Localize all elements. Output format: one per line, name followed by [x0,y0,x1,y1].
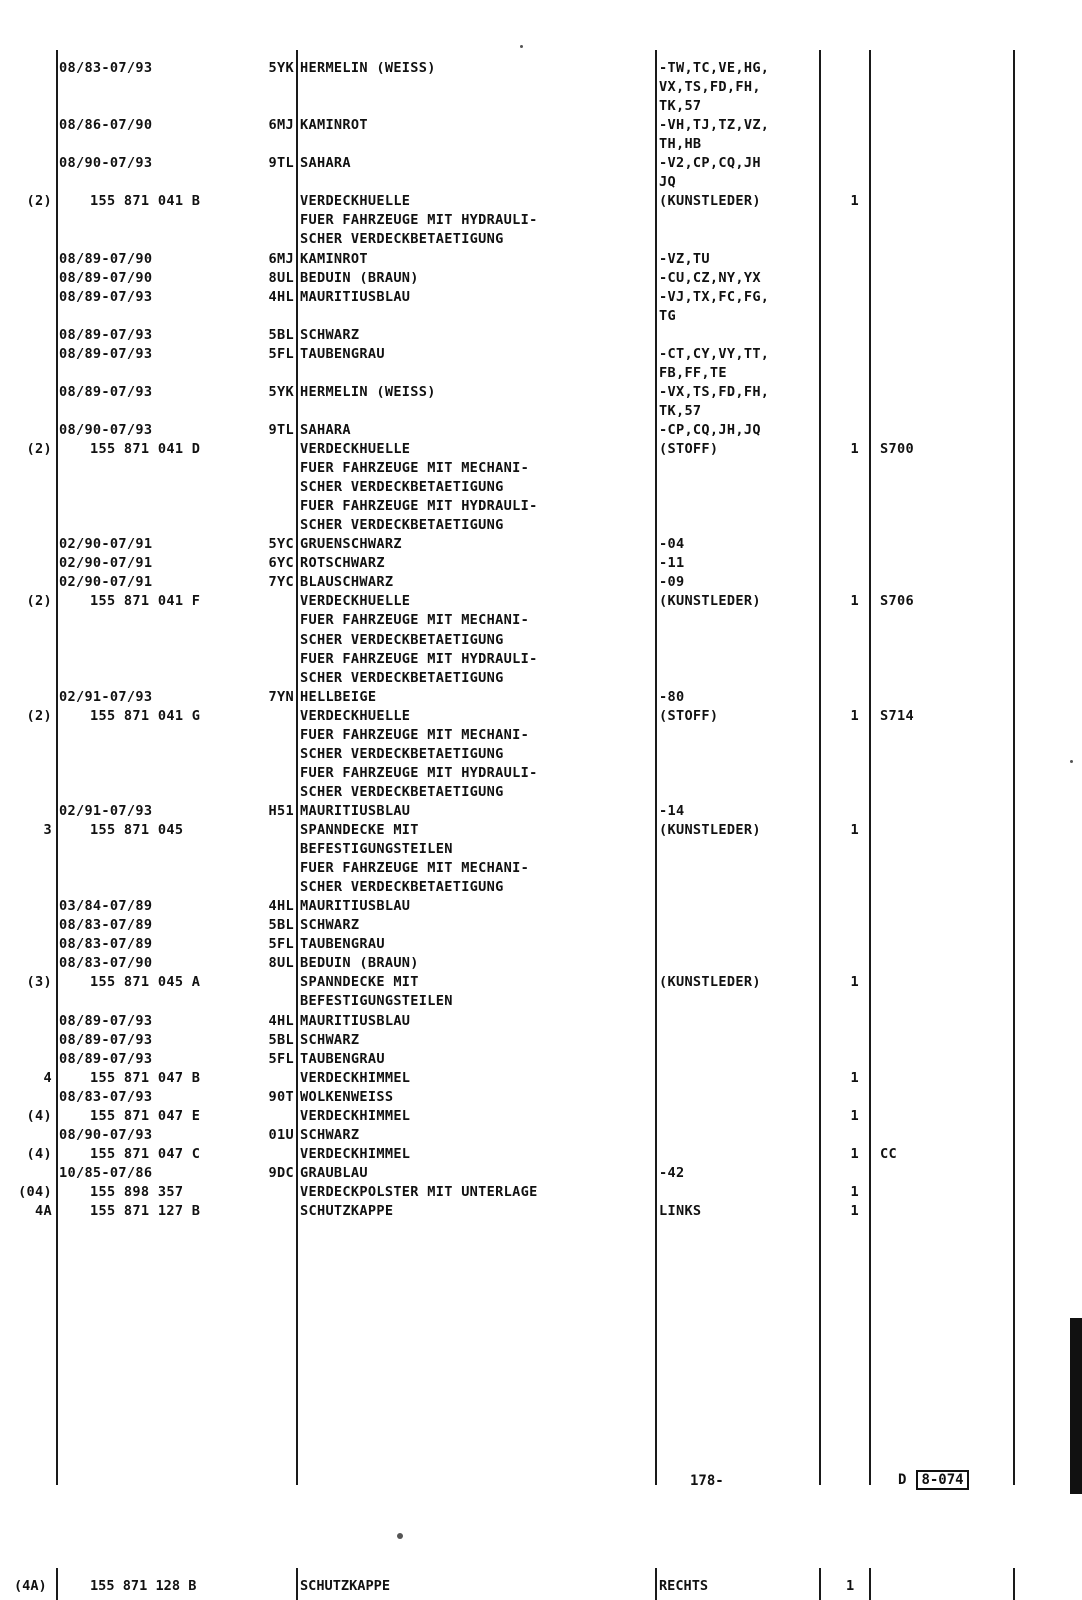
row-remark: -VH,TJ,TZ,VZ, [659,117,770,133]
row-description: VERDECKPOLSTER MIT UNTERLAGE [300,1184,538,1200]
row-description: FUER FAHRZEUGE MIT MECHANI- [300,727,530,743]
row-date-range: 02/90-07/91 [59,574,153,590]
row-remark: TK,57 [659,98,702,114]
row-remark: FB,FF,TE [659,365,727,381]
row-color-code: 8UL [268,955,294,971]
row-color-code: 7YN [268,689,294,705]
row-color-code: 6MJ [268,117,294,133]
row-description: BEFESTIGUNGSTEILEN [300,993,453,1009]
row-remark: (KUNSTLEDER) [659,974,761,990]
row-description: VERDECKHUELLE [300,193,411,209]
row-color-code: 5YK [268,60,294,76]
row-remark: -09 [659,574,685,590]
row-remark: (KUNSTLEDER) [659,822,761,838]
row-remark: TH,HB [659,136,702,152]
row-position: (2) [26,708,52,724]
section-letter: D [898,1472,907,1488]
row-quantity: 1 [850,822,859,838]
next-rule-date [56,1568,58,1600]
row-remark: -42 [659,1165,685,1181]
row-date-range: 10/85-07/86 [59,1165,153,1181]
row-description: FUER FAHRZEUGE MIT HYDRAULI- [300,212,538,228]
row-description: SPANNDECKE MIT [300,822,419,838]
row-date-range: 08/89-07/90 [59,251,153,267]
row-position: (3) [26,974,52,990]
row-description: TAUBENGRAU [300,1051,385,1067]
row-color-code: 5BL [268,917,294,933]
row-remark: -11 [659,555,685,571]
row-date-range: 08/90-07/93 [59,155,153,171]
page-number: 178- [690,1473,724,1489]
row-color-code: 4HL [268,289,294,305]
row-color-code: 9DC [268,1165,294,1181]
row-quantity: 1 [850,193,859,209]
next-rule-right [1013,1568,1015,1600]
row-color-code: 5YK [268,384,294,400]
row-color-code: 5BL [268,327,294,343]
row-remark: -04 [659,536,685,552]
row-description: ROTSCHWARZ [300,555,385,571]
section-code: 8-074 [916,1470,968,1490]
row-quantity: 1 [850,1203,859,1219]
row-description: TAUBENGRAU [300,936,385,952]
row-date-range: 08/89-07/93 [59,384,153,400]
row-remark: -VX,TS,FD,FH, [659,384,770,400]
row-part-number: 155 871 127 B [90,1203,201,1219]
row-color-code: 4HL [268,1013,294,1029]
row-part-number: 155 871 041 D [90,441,201,457]
row-description: VERDECKHUELLE [300,593,411,609]
row-color-code: 4HL [268,898,294,914]
row-date-range: 08/83-07/89 [59,917,153,933]
row-color-code: 90T [268,1089,294,1105]
row-description: SCHWARZ [300,917,360,933]
row-quantity: 1 [850,974,859,990]
row-date-range: 03/84-07/89 [59,898,153,914]
row-part-number: 155 871 045 [90,822,184,838]
row-description: SCHER VERDECKBETAETIGUNG [300,746,504,762]
row-description: HERMELIN (WEISS) [300,60,436,76]
row-description: SCHER VERDECKBETAETIGUNG [300,670,504,686]
row-remark: (STOFF) [659,708,719,724]
row-color-code: 5BL [268,1032,294,1048]
row-remark: -VZ,TU [659,251,710,267]
row-position: (2) [26,441,52,457]
row-part-number: 155 871 047 E [90,1108,201,1124]
row-description: SCHER VERDECKBETAETIGUNG [300,517,504,533]
row-description: SAHARA [300,422,351,438]
row-remark: (STOFF) [659,441,719,457]
row-description: SCHWARZ [300,327,360,343]
row-description: HELLBEIGE [300,689,377,705]
next-rule-note [869,1568,871,1600]
row-description: BEFESTIGUNGSTEILEN [300,841,453,857]
row-description: FUER FAHRZEUGE MIT HYDRAULI- [300,651,538,667]
row-date-range: 08/89-07/93 [59,1051,153,1067]
row-remark: -VJ,TX,FC,FG, [659,289,770,305]
next-row-remark: RECHTS [659,1578,709,1594]
next-row-position: (4A) [14,1578,47,1594]
row-description: VERDECKHUELLE [300,708,411,724]
row-description: MAURITIUSBLAU [300,803,411,819]
row-description: SCHUTZKAPPE [300,1203,394,1219]
row-quantity: 1 [850,1146,859,1162]
row-color-code: 6YC [268,555,294,571]
next-row-part-number: 155 871 128 B [90,1578,197,1594]
row-remark: -CU,CZ,NY,YX [659,270,761,286]
row-remark: (KUNSTLEDER) [659,193,761,209]
row-part-number: 155 871 047 B [90,1070,201,1086]
row-date-range: 08/89-07/93 [59,289,153,305]
row-description: BEDUIN (BRAUN) [300,955,419,971]
next-rule-desc [296,1568,298,1600]
row-note: S706 [880,593,914,609]
row-description: SAHARA [300,155,351,171]
row-date-range: 02/91-07/93 [59,689,153,705]
row-part-number: 155 898 357 [90,1184,184,1200]
row-description: MAURITIUSBLAU [300,1013,411,1029]
row-remark: -V2,CP,CQ,JH [659,155,761,171]
row-position: (4) [26,1146,52,1162]
row-quantity: 1 [850,1070,859,1086]
next-row-quantity: 1 [846,1578,855,1594]
scan-edge-bar [1070,1318,1082,1494]
row-quantity: 1 [850,1108,859,1124]
row-description: VERDECKHIMMEL [300,1070,411,1086]
row-date-range: 08/89-07/93 [59,1032,153,1048]
row-remark: JQ [659,174,676,190]
row-date-range: 08/90-07/93 [59,1127,153,1143]
row-remark: (KUNSTLEDER) [659,593,761,609]
row-description: FUER FAHRZEUGE MIT MECHANI- [300,612,530,628]
row-quantity: 1 [850,1184,859,1200]
row-quantity: 1 [850,441,859,457]
row-description: VERDECKHIMMEL [300,1146,411,1162]
row-color-code: 8UL [268,270,294,286]
row-date-range: 08/89-07/93 [59,327,153,343]
row-date-range: 08/83-07/93 [59,1089,153,1105]
row-color-code: 5FL [268,1051,294,1067]
row-position: (2) [26,593,52,609]
row-description: BLAUSCHWARZ [300,574,394,590]
row-description: FUER FAHRZEUGE MIT HYDRAULI- [300,765,538,781]
row-date-range: 08/89-07/90 [59,270,153,286]
row-color-code: 5FL [268,936,294,952]
row-description: SCHER VERDECKBETAETIGUNG [300,784,504,800]
row-color-code: 5FL [268,346,294,362]
row-remark: VX,TS,FD,FH, [659,79,761,95]
row-description: BEDUIN (BRAUN) [300,270,419,286]
row-description: WOLKENWEISS [300,1089,394,1105]
row-description: KAMINROT [300,117,368,133]
next-rule-remark [655,1568,657,1600]
row-date-range: 02/90-07/91 [59,536,153,552]
row-description: SPANNDECKE MIT [300,974,419,990]
next-rule-qty [819,1568,821,1600]
row-quantity: 1 [850,593,859,609]
row-date-range: 08/86-07/90 [59,117,153,133]
row-date-range: 02/91-07/93 [59,803,153,819]
row-date-range: 08/89-07/93 [59,1013,153,1029]
row-description: MAURITIUSBLAU [300,898,411,914]
row-color-code: 9TL [268,422,294,438]
row-color-code: 01U [268,1127,294,1143]
row-position: (2) [26,193,52,209]
row-date-range: 08/90-07/93 [59,422,153,438]
row-color-code: 6MJ [268,251,294,267]
next-row-description: SCHUTZKAPPE [300,1578,391,1594]
row-position: (4) [26,1108,52,1124]
row-part-number: 155 871 041 F [90,593,201,609]
row-date-range: 08/89-07/93 [59,346,153,362]
row-description: VERDECKHUELLE [300,441,411,457]
row-date-range: 02/90-07/91 [59,555,153,571]
row-description: FUER FAHRZEUGE MIT MECHANI- [300,460,530,476]
row-remark: TK,57 [659,403,702,419]
row-position: 4A [35,1203,52,1219]
row-part-number: 155 871 041 G [90,708,201,724]
scan-speck [397,1533,403,1539]
row-description: SCHER VERDECKBETAETIGUNG [300,879,504,895]
row-description: GRUENSCHWARZ [300,536,402,552]
row-remark: TG [659,308,676,324]
row-remark: -CP,CQ,JH,JQ [659,422,761,438]
section-reference [898,1470,969,1490]
row-description: TAUBENGRAU [300,346,385,362]
row-position: 3 [43,822,52,838]
row-note: S714 [880,708,914,724]
scan-speck [520,45,523,48]
row-color-code: 9TL [268,155,294,171]
row-note: CC [880,1146,897,1162]
row-description: HERMELIN (WEISS) [300,384,436,400]
row-remark: -80 [659,689,685,705]
row-description: SCHWARZ [300,1032,360,1048]
row-note: S700 [880,441,914,457]
row-position: (04) [18,1184,52,1200]
row-description: KAMINROT [300,251,368,267]
row-part-number: 155 871 045 A [90,974,201,990]
row-position: 4 [43,1070,52,1086]
row-description: FUER FAHRZEUGE MIT MECHANI- [300,860,530,876]
row-remark: -TW,TC,VE,HG, [659,60,770,76]
row-date-range: 08/83-07/93 [59,60,153,76]
row-description: GRAUBLAU [300,1165,368,1181]
row-description: SCHER VERDECKBETAETIGUNG [300,231,504,247]
row-date-range: 08/83-07/90 [59,955,153,971]
row-description: MAURITIUSBLAU [300,289,411,305]
row-date-range: 08/83-07/89 [59,936,153,952]
row-color-code: H51 [268,803,294,819]
row-color-code: 5YC [268,536,294,552]
row-description: VERDECKHIMMEL [300,1108,411,1124]
row-quantity: 1 [850,708,859,724]
row-part-number: 155 871 047 C [90,1146,201,1162]
row-description: SCHWARZ [300,1127,360,1143]
row-remark: LINKS [659,1203,702,1219]
row-description: FUER FAHRZEUGE MIT HYDRAULI- [300,498,538,514]
row-description: SCHER VERDECKBETAETIGUNG [300,479,504,495]
row-remark: -CT,CY,VY,TT, [659,346,770,362]
row-part-number: 155 871 041 B [90,193,201,209]
row-color-code: 7YC [268,574,294,590]
row-description: SCHER VERDECKBETAETIGUNG [300,632,504,648]
scan-speck [1070,760,1073,763]
row-remark: -14 [659,803,685,819]
